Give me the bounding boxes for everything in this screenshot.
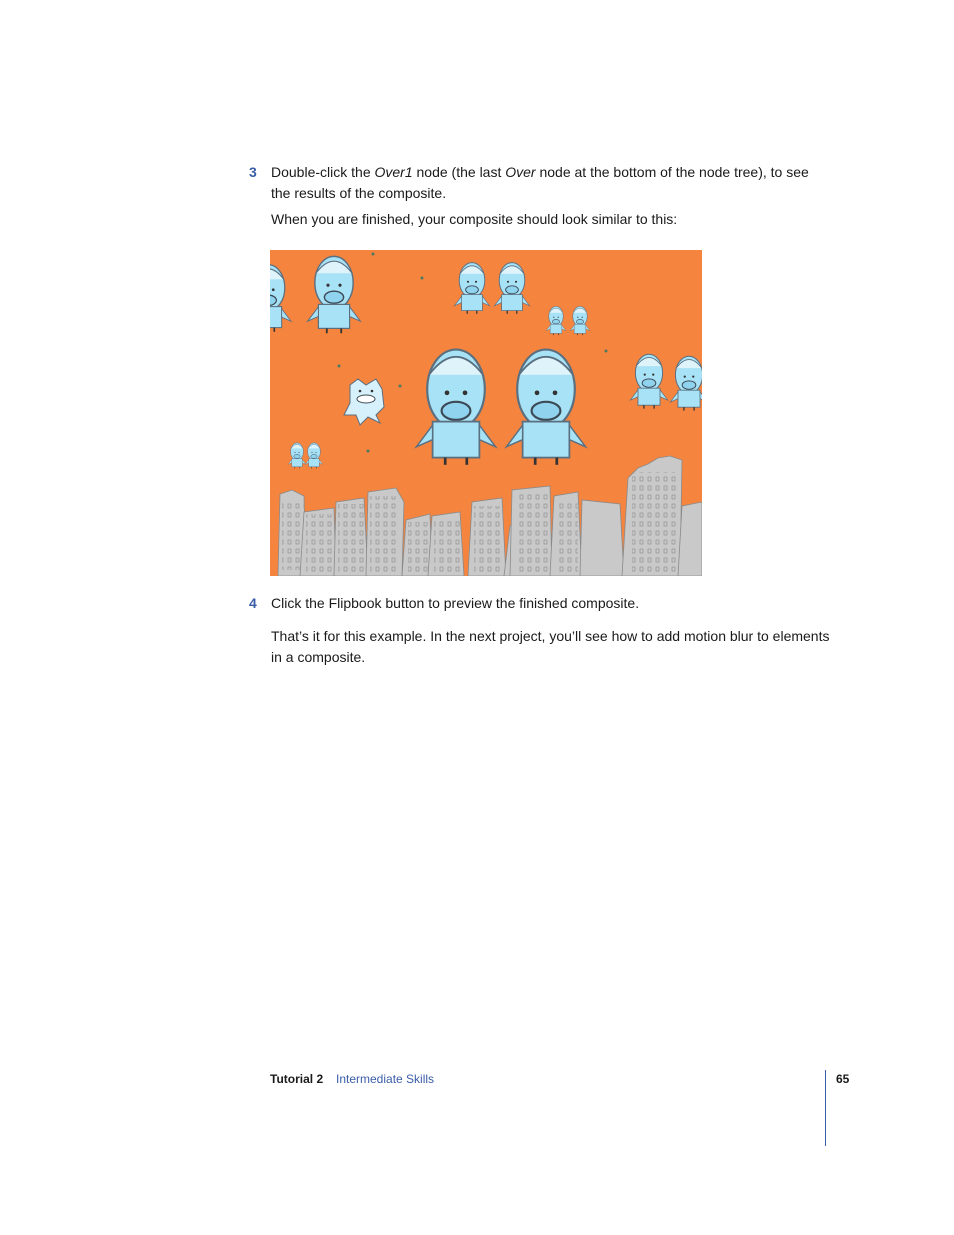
step-4-text: Click the Flipbook button to preview the finished composite. bbox=[271, 595, 640, 611]
composite-preview-image bbox=[270, 250, 702, 576]
step-number: 3 bbox=[249, 164, 257, 180]
footer-section-label: Tutorial 2 bbox=[270, 1072, 324, 1086]
step-number: 4 bbox=[249, 595, 257, 611]
node-name-over: Over bbox=[505, 164, 536, 180]
node-name-over1: Over1 bbox=[374, 164, 413, 180]
footer-divider bbox=[825, 1070, 826, 1146]
step-3-text: Double-click the Over1 node (the last Over node at the bottom of the node tree), to see the results of the composite. bbox=[271, 164, 809, 201]
footer-chapter-title: Intermediate Skills bbox=[336, 1072, 435, 1086]
finished-paragraph: When you are finished, your composite should look similar to this: bbox=[271, 211, 678, 227]
closing-paragraph: That’s it for this example. In the next project, you’ll see how to add motion blur to elements in a composite. bbox=[271, 628, 830, 665]
page-number: 65 bbox=[836, 1072, 850, 1086]
